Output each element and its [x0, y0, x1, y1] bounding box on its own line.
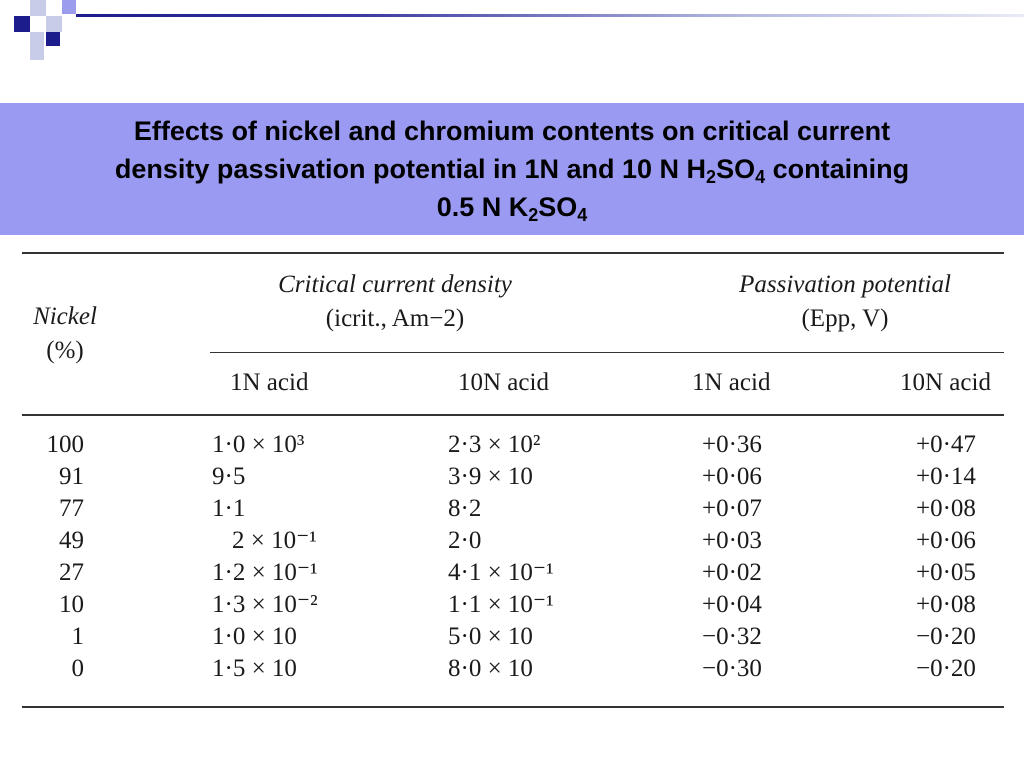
table-top-rule	[22, 252, 1004, 254]
sub-header-epp-10n: 10N acid	[900, 369, 991, 396]
cell-epp-10n: +0·08	[916, 495, 976, 522]
data-table	[0, 240, 1024, 710]
cell-icrit-10n: 2·3 × 10²	[448, 431, 541, 458]
sub-header-icrit-10n: 10N acid	[458, 369, 549, 396]
cell-epp-10n: +0·14	[916, 463, 976, 490]
deco-square-light	[30, 0, 46, 16]
cell-icrit-10n: 1·1 × 10⁻¹	[448, 591, 554, 618]
cell-epp-10n: +0·47	[916, 431, 976, 458]
cell-nickel: 0	[71, 655, 84, 682]
title-line3-sub1: 2	[528, 205, 539, 225]
cell-icrit-1n: 1·1	[212, 495, 246, 522]
cell-nickel: 10	[59, 591, 84, 618]
epp-unit: (Epp, V)	[801, 305, 889, 332]
title-line2-mid: SO	[716, 154, 756, 184]
deco-line	[76, 14, 1024, 17]
cell-nickel: 27	[59, 559, 84, 586]
cell-icrit-10n: 2·0	[448, 527, 482, 554]
cell-nickel: 100	[46, 431, 84, 458]
cell-epp-1n: +0·36	[702, 431, 762, 458]
title-line-2	[0, 150, 1024, 188]
deco-square-light	[30, 46, 44, 60]
cell-icrit-1n: 1·2 × 10⁻¹	[212, 559, 318, 586]
deco-square-navy	[46, 32, 60, 46]
table-header-rule	[22, 414, 1004, 416]
deco-square-light	[46, 16, 62, 32]
sub-header-epp-1n: 1N acid	[692, 369, 771, 396]
title-line2-sub2: 4	[755, 167, 766, 187]
cell-epp-1n: +0·04	[702, 591, 762, 618]
deco-square-navy	[14, 16, 30, 32]
icrit-header: Critical current density	[278, 271, 512, 298]
cell-icrit-10n: 3·9 × 10	[448, 463, 533, 490]
title-line2-pre: density passivation potential in 1N and 10 N H	[114, 154, 707, 184]
cell-nickel: 91	[59, 463, 84, 490]
title-line2-sub1: 2	[706, 167, 717, 187]
cell-epp-10n: +0·06	[916, 527, 976, 554]
cell-epp-1n: −0·32	[702, 623, 762, 650]
cell-nickel: 49	[59, 527, 84, 554]
nickel-header: Nickel	[33, 303, 97, 330]
cell-epp-10n: −0·20	[916, 623, 976, 650]
cell-icrit-1n: 1·3 × 10⁻²	[212, 591, 318, 618]
deco-square-light	[30, 32, 44, 46]
cell-epp-1n: +0·02	[702, 559, 762, 586]
cell-icrit-1n: 1·0 × 10³	[212, 431, 305, 458]
cell-epp-1n: +0·07	[702, 495, 762, 522]
cell-icrit-10n: 4·1 × 10⁻¹	[448, 559, 554, 586]
title-line-1: Effects of nickel and chromium contents on critical current	[133, 116, 891, 146]
cell-epp-10n: +0·08	[916, 591, 976, 618]
icrit-unit: (icrit., Am−2)	[325, 305, 465, 332]
nickel-unit: (%)	[46, 337, 84, 364]
title-line3-pre: 0.5 N K	[436, 192, 529, 222]
title-line3-mid: SO	[538, 192, 578, 222]
cell-nickel: 1	[71, 623, 84, 650]
title-line3-sub2: 4	[577, 205, 588, 225]
sub-header-icrit-1n: 1N acid	[230, 369, 309, 396]
title-line2-post: containing	[765, 154, 910, 184]
cell-epp-1n: +0·03	[702, 527, 762, 554]
cell-icrit-1n: 1·0 × 10	[212, 623, 297, 650]
table-group-rule	[210, 352, 1004, 353]
cell-icrit-1n: 1·5 × 10	[212, 655, 297, 682]
deco-square-lavender	[62, 0, 76, 14]
cell-epp-1n: −0·30	[702, 655, 762, 682]
cell-epp-10n: +0·05	[916, 559, 976, 586]
cell-icrit-10n: 5·0 × 10	[448, 623, 533, 650]
epp-header: Passivation potential	[739, 271, 951, 298]
cell-icrit-1n: 9·5	[212, 463, 246, 490]
cell-epp-10n: −0·20	[916, 655, 976, 682]
cell-nickel: 77	[59, 495, 84, 522]
cell-icrit-10n: 8·0 × 10	[448, 655, 533, 682]
table-bottom-rule	[22, 706, 1004, 708]
cell-icrit-10n: 8·2	[448, 495, 482, 522]
cell-epp-1n: +0·06	[702, 463, 762, 490]
slide-title	[0, 112, 1024, 226]
title-line-3	[0, 188, 1024, 226]
cell-icrit-1n: 2 × 10⁻¹	[232, 527, 317, 554]
